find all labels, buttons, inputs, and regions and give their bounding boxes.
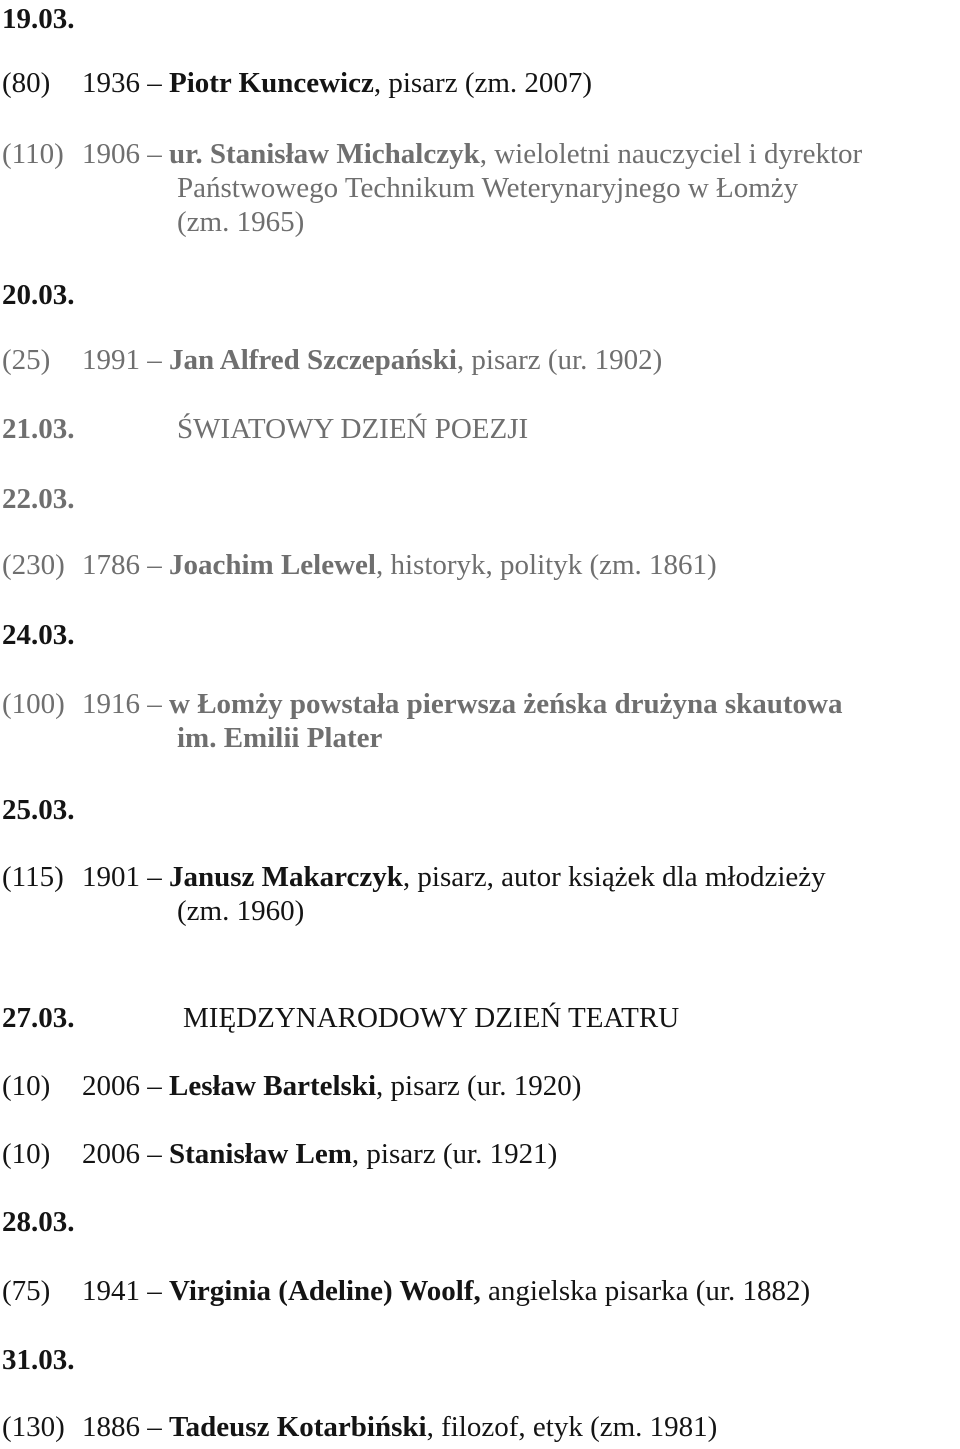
anniversary-count: (230) [2, 549, 65, 581]
entry-name: Tadeusz Kotarbiński [169, 1411, 427, 1443]
entry-description: , filozof, etyk (zm. 1981) [426, 1411, 718, 1443]
anniversary-entry [2, 1137, 947, 1171]
entry-description: , pisarz, autor książek dla młodzieży [402, 861, 826, 893]
date-heading: 20.03. [2, 279, 75, 311]
entry-continuation: (zm. 1965) [177, 206, 305, 238]
anniversary-count: (75) [2, 1275, 51, 1307]
entry-description: angielska pisarka (ur. 1882) [480, 1275, 811, 1307]
entry-name: Virginia (Adeline) Woolf, [169, 1275, 481, 1307]
entry-year: 2006 [82, 1138, 140, 1170]
anniversary-count: (10) [2, 1138, 51, 1170]
date-heading: 27.03. [2, 1002, 75, 1034]
date-heading: 31.03. [2, 1344, 75, 1376]
anniversary-entry [2, 548, 947, 582]
entry-dash: – [147, 344, 162, 376]
entry-year: 1901 [82, 861, 140, 893]
entry-year: 1991 [82, 344, 140, 376]
observance-heading: ŚWIATOWY DZIEŃ POEZJI [177, 413, 529, 445]
entry-description: , pisarz (zm. 2007) [373, 67, 593, 99]
entry-name: Joachim Lelewel [169, 549, 376, 581]
entry-continuation: im. Emilii Plater [177, 722, 383, 754]
entry-dash: – [147, 1275, 162, 1307]
date-heading: 24.03. [2, 619, 75, 651]
anniversary-entry [2, 1410, 947, 1444]
entry-dash: – [147, 1070, 162, 1102]
anniversary-count: (80) [2, 67, 51, 99]
anniversary-count: (25) [2, 344, 51, 376]
entry-dash: – [147, 1411, 162, 1443]
date-heading: 22.03. [2, 483, 75, 515]
anniversary-entry [2, 860, 947, 928]
entry-dash: – [147, 861, 162, 893]
anniversary-entry [2, 137, 947, 239]
entry-continuation: (zm. 1960) [177, 895, 305, 927]
entry-description: , historyk, polityk (zm. 1861) [375, 549, 717, 581]
entry-name: w Łomży powstała pierwsza żeńska drużyna skautowa [169, 688, 843, 720]
entry-name: Piotr Kuncewicz [169, 67, 374, 99]
anniversary-entry [2, 343, 947, 377]
entry-name: Jan Alfred Szczepański [169, 344, 457, 376]
entry-description: , pisarz (ur. 1920) [376, 1070, 582, 1102]
entry-continuation: Państwowego Technikum Weterynaryjnego w Łomży [177, 172, 799, 204]
anniversary-count: (100) [2, 688, 65, 720]
anniversary-count: (10) [2, 1070, 51, 1102]
entry-dash: – [147, 549, 162, 581]
entry-dash: – [147, 138, 162, 170]
date-heading: 25.03. [2, 794, 75, 826]
entry-year: 1886 [82, 1411, 140, 1443]
entry-year: 1936 [82, 67, 140, 99]
entry-description: , pisarz (ur. 1902) [456, 344, 663, 376]
anniversary-entry [2, 1069, 947, 1103]
anniversary-entry [2, 1274, 947, 1308]
entry-year: 1786 [82, 549, 140, 581]
date-heading: 21.03. [2, 413, 75, 445]
date-heading: 19.03. [2, 3, 75, 35]
entry-description: , pisarz (ur. 1921) [351, 1138, 558, 1170]
observance-heading: MIĘDZYNARODOWY DZIEŃ TEATRU [183, 1002, 680, 1034]
date-heading: 28.03. [2, 1206, 75, 1238]
entry-year: 2006 [82, 1070, 140, 1102]
anniversary-entry [2, 687, 947, 755]
entry-name: Janusz Makarczyk [169, 861, 403, 893]
entry-dash: – [147, 1138, 162, 1170]
anniversary-count: (110) [2, 138, 64, 170]
entry-year: 1941 [82, 1275, 140, 1307]
entry-name: Stanisław Lem [169, 1138, 352, 1170]
entry-name: Lesław Bartelski [169, 1070, 377, 1102]
entry-dash: – [147, 688, 162, 720]
anniversary-count: (115) [2, 861, 64, 893]
entry-year: 1906 [82, 138, 140, 170]
entry-dash: – [147, 67, 162, 99]
entry-name: ur. Stanisław Michalczyk [169, 138, 480, 170]
entry-description: , wieloletni nauczyciel i dyrektor [479, 138, 863, 170]
anniversary-count: (130) [2, 1411, 65, 1443]
anniversary-entry [2, 66, 947, 100]
entry-year: 1916 [82, 688, 140, 720]
